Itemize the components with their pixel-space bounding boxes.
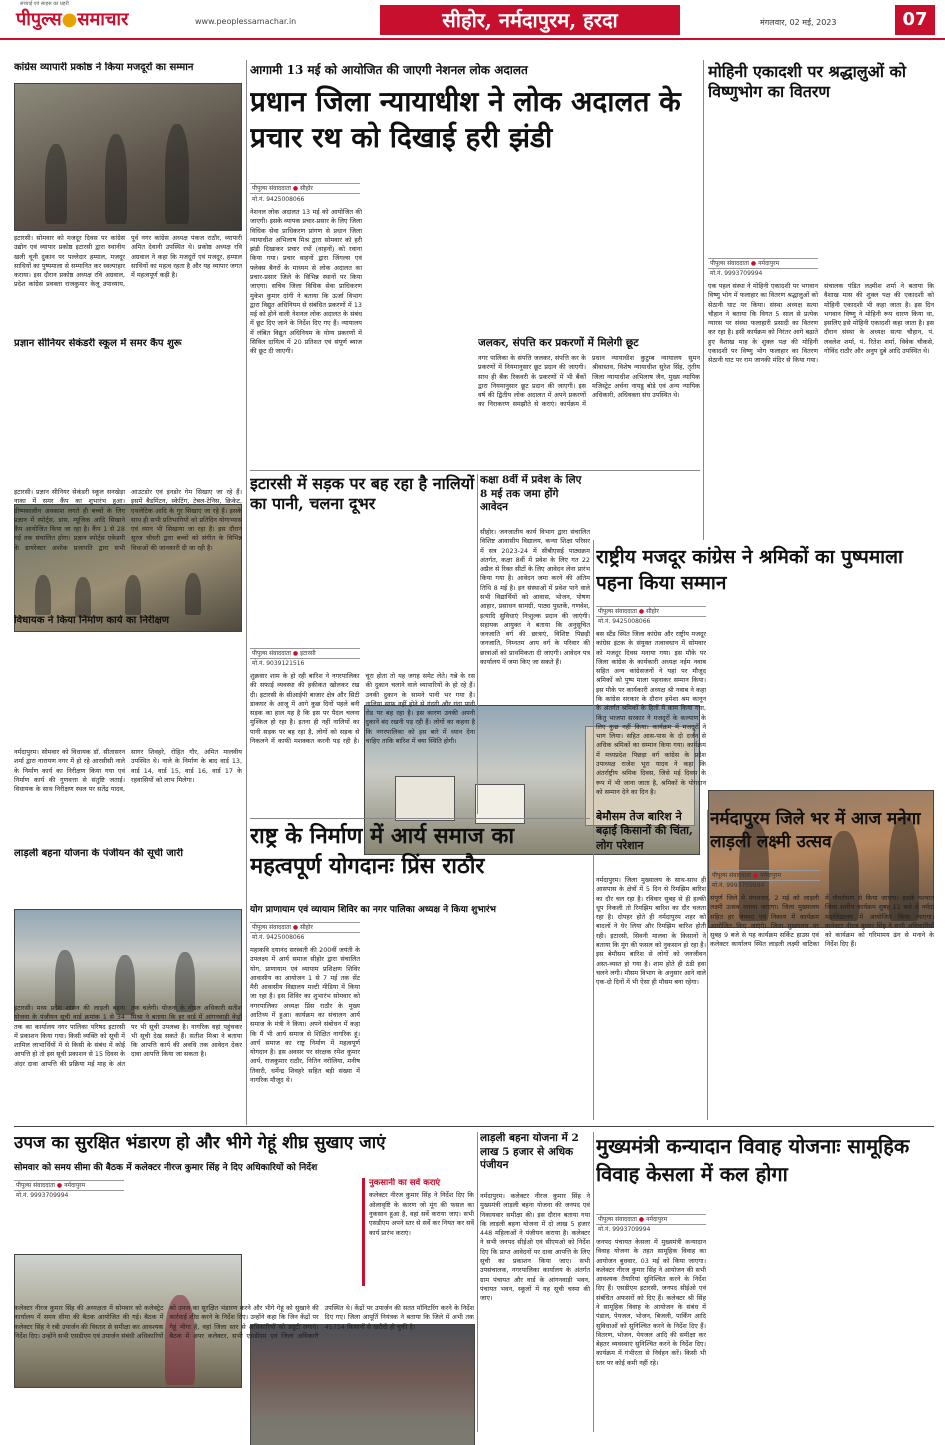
story-5-body-a: नेशनल लोक अदालत 13 मई को आयोजित की जाएगी। इसके व्यापक प्रचार-प्रसार के लिए जिला विधिक सेवा प्राधिकरण प्रांगण से प्रधान जिला न्यायाधीश अभिलाष मिश्र द्वारा सोमवार को हरी झंडी दिखाकर प्रचार रथों (वाहनों) को रवाना किया गया। प्रचार वाहनों द्वारा जिंगल्स एवं फ्लेक्स बैनरों के माध्यम से लोक अदालत का प्रचार-प्रसार जिले के विभिन्न स्थानों पर किया जाएगा। सचिव जिला विधिक सेवा प्राधिकरण मुकेश कुमार दांगी ने बताया कि ऊर्जा विभाग द्वारा विद्युत अधिनियम से संबंधित प्रकरणों में 13 मई को होने वाली नेशनल लोक अदालत के संबंध में छूट दिए जाने के निर्देश दिए गए हैं। न्यायालय में लंबित विद्युत अधिनियम के योग्य प्रकरणों में सिविल दायित्व में 20 प्रतिशत एवं संपूर्ण ब्याज की छूट दी जाएगी। — [250, 208, 362, 356]
story-14-headline: लाड़ली बहना योजना में 2 लाख 5 हजार से अधिक पंजीयन — [480, 1132, 579, 1172]
story-13-body: कलेक्टर नीरज कुमार सिंह की अध्यक्षता में सोमवार को कलेक्ट्रेट कार्यालय में समय सीमा की बैठक आयोजित की गई। बैठक में कलेक्टर सिंह ने रबी उपार्जन की विस्तार से समीक्षा कर आवश्यक निर्देश दिए। उन्होंने सभी एसडीएम एवं उपार्जन संबंधी अधिकारियों को उपज का सुरक्षित भंडारण करने और भीगे गेहूं को सुखाने की कार्रवाई शीघ्र करने के निर्देश दिए। उन्होंने कहा कि जिन केंद्रों पर गेहूं भीगा है, वहां जिला स्तर से अधिकारियों को ड्यूटी लगाएं। बैठक में अपर कलेक्टर, सभी एसडीएम एवं जिला अधिकारी उपस्थित थे। केंद्रों पर उपार्जन की सतत मॉनिटरिंग करने के निर्देश दिए गए। जिला आपूर्ति नियंत्रक ने बताया कि जिले में अभी तक 45754 किसानों से खरीदी हो चुकी है। — [14, 1304, 474, 1340]
story-1-body: इटारसी। सोमवार को मजदूर दिवस पर कांग्रेस उद्योग एवं व्यापार प्रकोष्ठ इटारसी द्वारा स्थानीय खली चूनी दुकान पर पल्लेदार हम्माल, मजदूर साथियों का पुष्पमाला से सम्मानित कर स्वल्पाहार कराया। इस दौरान प्रकोष्ठ अध्यक्ष रवि अग्रवाल, प्रदेश कांग्रेस प्रवक्ता राजकुमार केलू उपाध्याय, पूर्व नगर कांग्रेस अध्यक्ष पंकज राठौर, व्यापारी अमित देवानी उपस्थित थे। प्रकोष्ठ अध्यक्ष रवि अग्रवाल ने कहा कि मजदूरों एवं मजदूर, हम्माल साथियों का महत्व रहता है और यह व्यापार जगत में महत्वपूर्ण कड़ी है। — [14, 234, 242, 289]
story-6-headline: मोहिनी एकादशी पर श्रद्धालुओं को विष्णुभोग का वितरण — [708, 62, 906, 101]
story-5-mobile: मो.नं. 9425008066 — [252, 196, 305, 203]
story-5-subhead: जलकर, संपत्ति कर प्रकरणों में मिलेगी छूट — [478, 337, 639, 349]
story-12-body: संपूर्ण जिले में मंगलवार, 2 मई को लाड़ली लक्ष्मी उत्सव मनाया जाएगा। जिला मुख्यालय सहित हर जनपद एवं निकाय में कार्यक्रम आयोजित किए जाएंगे। जिला मुख्यालय पर सुबह 9 बजे से यह कार्यक्रम सर्किट हाउस एवं कलेक्टर कार्यालय स्थित लाड़ली लक्ष्मी वाटिका में पौधरोपण से किया जाएगा। इसके पश्चात जिला स्तरीय कार्यक्रम सुबह 11 बजे से नर्मदा महाविद्यालय में आयोजित किया जाएगा। कलेक्टर नीरज कुमार सिंह ने सभी अधिकारियों को कार्यक्रम को गरिमामय ढंग से मनाने के निर्देश दिए हैं। — [710, 894, 934, 949]
story-5-sub-body: नगर पालिका के संपत्ति जलकर, संपत्ति कर के प्रकरणों में नियमानुसार छूट प्रदान की जाएगी। साथ ही बैंक रिकवरी के प्रकरणों में भी बैंकों द्वारा नियमानुसार छूट प्रदान की जाएगी। इस वर्ष की द्वितीय लोक अदालत में अपने प्रकरणों का निराकरण समझौते से कराएं। कार्यक्रम में प्रधान न्यायाधीश कुटुम्ब न्यायालय सुमन श्रीवास्तव, विशेष न्यायाधीश सुरेश सिंह, तृतीय जिला न्यायाधीश अभिलाष जैन, मुख्य न्यायिक मजिस्ट्रेट अर्चना नायडू बोडे एवं अन्य न्यायिक अधिकारी, अधिवक्ता संघ उपस्थित थे। — [478, 354, 700, 409]
story-4-title: लाड़ली बहना योजना के पंजीयन की सूची जारी — [14, 848, 183, 859]
website-url[interactable]: www.peoplessamachar.in — [195, 17, 297, 26]
story-2-body: इटारसी। प्रज्ञान सीनियर सेकंडरी स्कूल सनखेड़ा नाका में समर कैंप का शुभारंभ हुआ। ग्रीष्मकालीन अवकाश लगते ही बच्चों के लिए प्रज्ञान में स्पोर्ट्स, डांस, म्यूजिक आदि सिखाने कैंप आयोजित किया जा रहा है। कैंप 1 से 28 मई तक संचालित होगा। प्रज्ञान स्पोर्ट्स एकेडमी के डायरेक्टर अशोक प्रजापति द्वारा सभी आउटडोर एवं इनडोर गेम सिखाए जा रहे हैं। इसमें बैडमिंटन, स्केटिंग, टेबल-टेनिस, क्रिकेट, एथलेटिक आदि के गुर सिखाए जा रहे हैं। इसके साथ ही सभी प्रतिभागियों को प्रतिदिन योगाभ्यास एवं ध्यान भी सिखाया जा रहा है। इस दौरान सुरज चौधरी द्वारा बच्चों को संगीत के विभिन्न विधाओं की जानकारी दी जा रही है। — [14, 488, 242, 552]
logo-text-1: पीपुल्स — [16, 9, 62, 30]
story-11-headline: बेमौसम तेज बारिश ने बढ़ाई किसानों की चिंता, लोग परेशान — [596, 810, 693, 852]
story-10-body: महाकवि दयानंद सरस्वती की 200वीं जयंती के उपलक्ष्य में आर्य समाज सीहोर द्वारा संचालित योग, प्राणायाम एवं व्यायाम प्रशिक्षण शिविर आवासीय का आयोजन 1 से 7 मई तक सेंट मैरी आवासीय विद्यालय मल्टी मीडिया में किया जा रहा है। इस शिविर का शुभारंभ सोमवार को नगरपालिका अध्यक्ष प्रिंस राठौर के मुख्य आतिथ्य में हुआ। कार्यक्रम का संचालन आर्य समाज के मंत्री ने किया। अपने संबोधन में कहा कि मैं भी आर्य समाज से शिक्षित नागरिक हूं। आर्य समाज का राष्ट्र निर्माण में महत्वपूर्ण योगदान है। इस अवसर पर संरक्षक रमेश कुमार आर्य, राजकुमार राठौर, नितिन नरोलिया, मनीष तिवारी, धर्मेन्द्र शिवहरे सहित बड़ी संख्या में नागरिक मौजूद थे। — [250, 946, 360, 1084]
story-10-subhead: योग प्राणायाम एवं व्यायाम शिविर का नगर पालिका अध्यक्ष ने किया शुभारंभ — [250, 905, 496, 915]
story-1-title: कांग्रेस व्यापारी प्रकोष्ठ ने किया मजदूरों का सम्मान — [14, 62, 194, 73]
logo-dot-icon: ● — [61, 9, 78, 30]
logo-text-2: समाचार — [77, 9, 129, 30]
page-number: 07 — [895, 5, 935, 35]
masthead — [0, 0, 945, 40]
story-15-body-cont — [708, 1332, 934, 1432]
story-7-headline: इटारसी में सड़क पर बह रहा है नालियों का पानी, चलना दूभर — [250, 474, 475, 513]
story-13-byline: पीपुल्स संवाददाता ● नर्मदापुरम — [14, 1180, 124, 1191]
story-10-headline: राष्ट्र के निर्माण में आर्य समाज का महत्वपूर्ण योगदानः प्रिंस राठौर — [250, 823, 515, 879]
story-9-mobile: मो.नं. 9425008066 — [598, 618, 651, 625]
story-10-body-cont — [364, 1030, 590, 1120]
story-8-headline: कक्षा 8वीं में प्रवेश के लिए 8 मई तक जमा होंगे आवेदन — [480, 474, 582, 514]
story-5-kicker: आगामी 13 मई को आयोजित की जाएगी नेशनल लोक अदालत — [250, 63, 528, 77]
story-12-byline: पीपुल्स संवाददाता ● नर्मदापुरम — [710, 870, 820, 881]
masthead-tagline: सच्चाई एवं साहस का प्रहरी — [20, 1, 69, 7]
story-13-box: नुकसानी का सर्वे कराएं कलेक्टर नीरज कुमार सिंह ने निर्देश दिए कि ओलावृष्टि के कारण जो मूंग की फसल का नुकसान हुआ है, वहां सर्वे कराया जाए। सभी एसडीएम अपने स्तर से सर्वे कर नियत कर सर्वे कार्य प्रारंभ कराएं। — [362, 1178, 474, 1286]
story-10-byline: पीपुल्स संवाददाता ● सीहोर — [250, 922, 360, 933]
story-15-headline: मुख्यमंत्री कन्यादान विवाह योजनाः सामूहिक विवाह केसला में कल होगा — [596, 1134, 910, 1186]
story-9-body-cont — [708, 740, 934, 802]
story-6-mobile: मो.नं. 9993709994 — [710, 270, 763, 277]
story-2-title: प्रज्ञान सीनियर सेकंडरी स्कूल में समर कैंप शुरू — [14, 338, 182, 349]
story-10-mobile: मो.नं. 9425008066 — [252, 934, 305, 941]
story-11-body: नर्मदापुरम। जिला मुख्यालय के साथ-साथ ही आसपास के क्षेत्रों में 5 दिन से रिमझिम बारिश का दौर चल रहा है। रविवार सुबह से ही हल्की धूप निकली तो रिमझिम बारिश का दौर चलता रहा है। दोपहर होते ही नर्मदापुरम शहर को बादलों ने घेर लिया और रिमझिम बारिश होती रही। इटारसी, सिवनी मालवा के किसानों ने बताया कि मूंग की फसल को नुकसान हो रहा है। इस बेमौसम बारिश से लोगों को जनजीवन अस्त-व्यस्त हो गया है। शाम होते ही ठंडी हवा चलने लगी। मौसम विभाग के अनुसार आने वाले एक-दो दिनों में भी ऐसा ही मौसम बना रहेगा। — [596, 876, 706, 987]
story-14-body: नर्मदापुरम। कलेक्टर नीरज कुमार सिंह ने मुख्यमंत्री लाड़ली बहना योजना की जनपद एवं निकायवार समीक्षा की। इस दौरान बताया गया कि लाड़ली बहना योजना में दो लाख 5 हजार 448 महिलाओं ने पंजीयन कराया है। कलेक्टर ने सभी जनपद सीईओ एवं सीएमओ को निर्देश दिए कि प्राप्त आवेदनों पर दावा आपत्ति के लिए सूची का प्रकाशन किया जाए। सभी उपसंचालक, नगरपालिका कार्यालय के अंतर्गत ग्राम पंचायत और वार्ड के आंगनवाड़ी भवन, पंचायत भवन, स्कूलों में यह सूची चस्पा की जाए। — [480, 1192, 590, 1303]
story-12-mobile: मो.नं. 9993709994 — [712, 882, 765, 889]
newspaper-logo[interactable] — [16, 8, 128, 32]
story-5-byline: पीपुल्स संवाददाता ● सीहोर — [250, 183, 360, 194]
region-banner: सीहोर, नर्मदापुरम, हरदा — [380, 5, 680, 35]
story-9-body: बस स्टैंड स्थित जिला कांग्रेस और राष्ट्रीय मजदूर कांग्रेस इंटक के संयुक्त तत्वावधान में सोमवार को मजदूर दिवस मनाया गया। इस मौके पर जिला कांग्रेस के कार्यकारी अध्यक्ष नईम नवाब सहित अन्य कांग्रेसजनों ने यहां पर मौजूद श्रमिकों को पुष्प माला पहनाकर सम्मान किया। इस मौके पर कार्यकारी अध्यक्ष श्री नवाब ने कहा कि कांग्रेस सरकार के दौरान हमेशा श्रम कानून के अंतर्गत श्रमिकों के हितों में काम किया गया, किंतु भाजपा सरकार ने मजदूरों के कल्याण के लिए कुछ नहीं किया। कार्यक्रम में मजदूरों ने भाग लिया। सहित आस-पास के दो दर्जन से अधिक श्रमिकों का सम्मान किया गया। कार्यक्रम में मध्यप्रदेश पिछड़ा वर्ग कांग्रेस के प्रदेश उपाध्यक्ष राजेश भूरा यादव ने कहा कि अंतर्राष्ट्रीय श्रमिक दिवस, जिसे मई दिवस के रूप में भी जाना जाता है, श्रमिकों के योगदान को सम्मान देने का दिन है। — [596, 630, 706, 796]
story-9-byline: पीपुल्स संवाददाता ● सीहोर — [596, 606, 706, 617]
story-15-body: जनपद पंचायत केसला में मुख्यमंत्री कन्यादान विवाह योजना के तहत सामूहिक विवाह का आयोजन बुधवार, 03 मई को किया जाएगा। कलेक्टर नीरज कुमार सिंह ने आयोजन की सभी आवश्यक तैयारियां सुनिश्चित करने के निर्देश दिए हैं। एसडीएम इटारसी, जनपद सीईओ एवं संबंधित अफसरों को दिए हैं। कलेक्टर श्री सिंह ने सामूहिक विवाह के आयोजन के संबंध में पंडाल, पेयजल, भोजन, बिजली, पार्किंग आदि सुविधाओं को सुनिश्चित करने के निर्देश दिए हैं। वितरण, भोजन, पेयजल आदि की समीक्षा कर बेहतर व्यवस्थाएं सुनिश्चित करने के निर्देश दिए। कार्यक्रम में गंभीरता से निर्वहन करें। किसी भी स्तर पर कोई कमी नहीं रहे। — [596, 1238, 706, 1367]
story-4-body: इटारसी। मध्य प्रदेश शासन की लाड़ली बहना योजना के पंजीयन सूची वार्ड क्रमांक 1 से 34 तक का कार्यालय नगर पालिका परिषद इटारसी में प्रकाशन किया गया। किसी व्यक्ति को सूची में शामिल लाभार्थियों में से किसी के संबंध में कोई आपत्ति हो तो इस सूची प्रकाशन से 15 दिवस के अंदर दावा आपत्ति की प्रक्रिया मई माह के अंत तक चलेगी। योजना के नोडल अधिकारी सतीश मिश्रा ने बताया कि हर वार्ड में आंगनवाड़ी केंद्रों पर भी सूची उपलब्ध है। नागरिक वहां पहुंचकर भी सूची देख सकते हैं। सतीश मिश्रा ने बताया कि आपत्ति कार्य की अवधि तक आवेदन देकर दावा आपत्ति किया जा सकता है। — [14, 1004, 242, 1068]
story-6-byline: पीपुल्स संवाददाता ● नर्मदापुरम — [708, 258, 818, 269]
story-1-photo — [14, 83, 242, 231]
story-7-mobile: मो.नं. 9039121516 — [252, 660, 305, 667]
story-9-headline: राष्ट्रीय मजदूर कांग्रेस ने श्रमिकों का पुष्पमाला पहना किया सम्मान — [596, 546, 903, 594]
story-7-body: शुक्रवार शाम के हो रही बारिश ने नगरपालिका की सफाई व्यवस्था की हकीकत खोलकर रख दी। इटारसी के सीआईपी बाजार क्षेत्र और सिटी डाकघर के आजू में आगे कुछ दिनों पहले बनी सड़क का हाल यह है कि इस पर पैदल चलना मुश्किल हो रहा है। इतना ही नहीं नालियों का पानी सड़क पर बह रहा है, लोगों को सड़क से निकलने में काफी मशक्कत करनी पड़ रही है। चूरा होता तो यह जगह समेट लेते। गन्ने के रस की दुकान चलाने वाले व्यापारियों के हो रहे हैं। उनकी दुकान के सामने पानी भर गया है। नालिया साफ नहीं होने से गंदगी और गंदा पानी रोड पर बह रहा है। इस कारण उनकी अपनी दुकानें बंद रखनी पड़ रही हैं। लोगों का कहना है कि नगरपालिका को इस बारे में ध्यान देना चाहिए ताकि बारिश में क्या स्थिति होगी। — [250, 672, 475, 745]
story-13-subhead: सोमवार को समय सीमा की बैठक में कलेक्टर नीरज कुमार सिंह ने दिए अधिकारियों को निर्देश — [14, 1163, 318, 1173]
dateline: मंगलवार, 02 मई, 2023 — [760, 18, 837, 27]
story-12-headline: नर्मदापुरम जिले भर में आज मनेगा लाड़ली लक्ष्मी उत्सव — [710, 809, 921, 852]
story-3-title: विधायक ने किया निर्माण कार्य का निरीक्षण — [14, 615, 169, 626]
story-8-body: सीहोर। जनजातीय कार्य विभाग द्वारा संचालित विशिष्ट आवासीय विद्यालय, कन्या शिक्षा परिसर में सत्र 2023-24 में सीबीएसई पाठ्यक्रम अंतर्गत, कक्षा 8वीं में प्रवेश के लिए गत 22 अप्रैल से रिक्त सीटों के लिए आवेदन लेना प्रारंभ किया गया है। आवेदन जमा करने की अंतिम तिथि 8 मई है। इन संस्थाओं में प्रवेश पाने वाले सभी विद्यार्थियों को आवास, भोजन, पोषण आहार, प्रसाधन सामग्री, पाठ्य पुस्तकें, गणवेश, इत्यादि सुविधाएं निःशुल्क प्रदान की जाएंगी। सहायक आयुक्त ने बताया कि अनुसूचित जनजाति वर्ग की छात्राएं, विशिष्ट पिछड़ी जनजाति, निम्नतम आय वर्ग के परिवार की छात्राओं को प्राथमिकता दी जाएगी। आवेदन पत्र कार्यालय में जमा किए जा सकते हैं। — [480, 528, 590, 666]
story-3-body: नर्मदापुरम। सोमवार को विधायक डॉ. सीतासरन शर्मा द्वारा नारायण नगर में हो रहे आरसीसी नाले के निर्माण कार्य का निरीक्षण किया गया एवं निर्माण कार्य की गुणवत्ता से संतुष्टि जताई। विधायक के साथ निरीक्षण स्थल पर सतेंद्र यादव, सागर शिवहरे, रोहित गौर, अमित मालवीय उपस्थित थे। नाले के निर्माण के बाद वार्ड 13, वार्ड 14, वार्ड 15, वार्ड 16, वार्ड 17 के रहवासियों को लाभ मिलेगा। — [14, 748, 242, 794]
story-15-mobile: मो.नं. 9993709994 — [598, 1226, 651, 1233]
story-13-headline: उपज का सुरक्षित भंडारण हो और भीगे गेहूं शीघ्र सुखाए जाएं — [14, 1133, 386, 1153]
story-5-headline: प्रधान जिला न्यायाधीश ने लोक अदालत के प्रचार रथ को दिखाई हरी झंडी — [250, 85, 681, 155]
story-5-body-b — [364, 336, 476, 386]
story-6-body: एक पहल संस्था ने मोहिनी एकादशी पर भगवान विष्णु भोग में फलाहार का वितरण श्रद्धालुओं को सेठानी घाट पर किया। संस्था अध्यक्ष सत्या चौहान ने बताया कि विगत 5 साल से प्रत्येक ग्यारस पर संस्था फलाहारी प्रसादी का वितरण कर रहा है। इसी कार्यक्रम को निरंतर आगे बढ़ाते हुए वैशाख माह के शुक्ल पक्ष की मोहिनी एकादशी पर विष्णु भोग फलाहार का वितरण सेठानी घाट पर राम जानकी मंदिर से किया गया। संचालक पंडित लक्ष्मीश शर्मा ने बताया कि वैशाख मास की शुक्ल पक्ष की एकादशी को मोहिनी एकादशी भी कहा जाता है। इस दिन भगवान विष्णु ने मोहिनी रूप धारण किया था, इसलिए इसे मोहिनी एकादशी कहा जाता है। इस दौरान संस्था के अध्यक्ष सत्या चौहान, पं. लवलेश शर्मा, पं. रितेश शर्मा, विवेक चौकसे, गोविंद राठौर और अनुप दुबे आदि उपस्थित थे। — [708, 282, 934, 365]
story-15-byline: पीपुल्स संवाददाता ● नर्मदापुरम — [596, 1214, 706, 1225]
story-13-mobile: मो.नं. 9993709994 — [16, 1192, 69, 1199]
story-7-byline: पीपुल्स संवाददाता ● इटारसी — [250, 648, 360, 659]
